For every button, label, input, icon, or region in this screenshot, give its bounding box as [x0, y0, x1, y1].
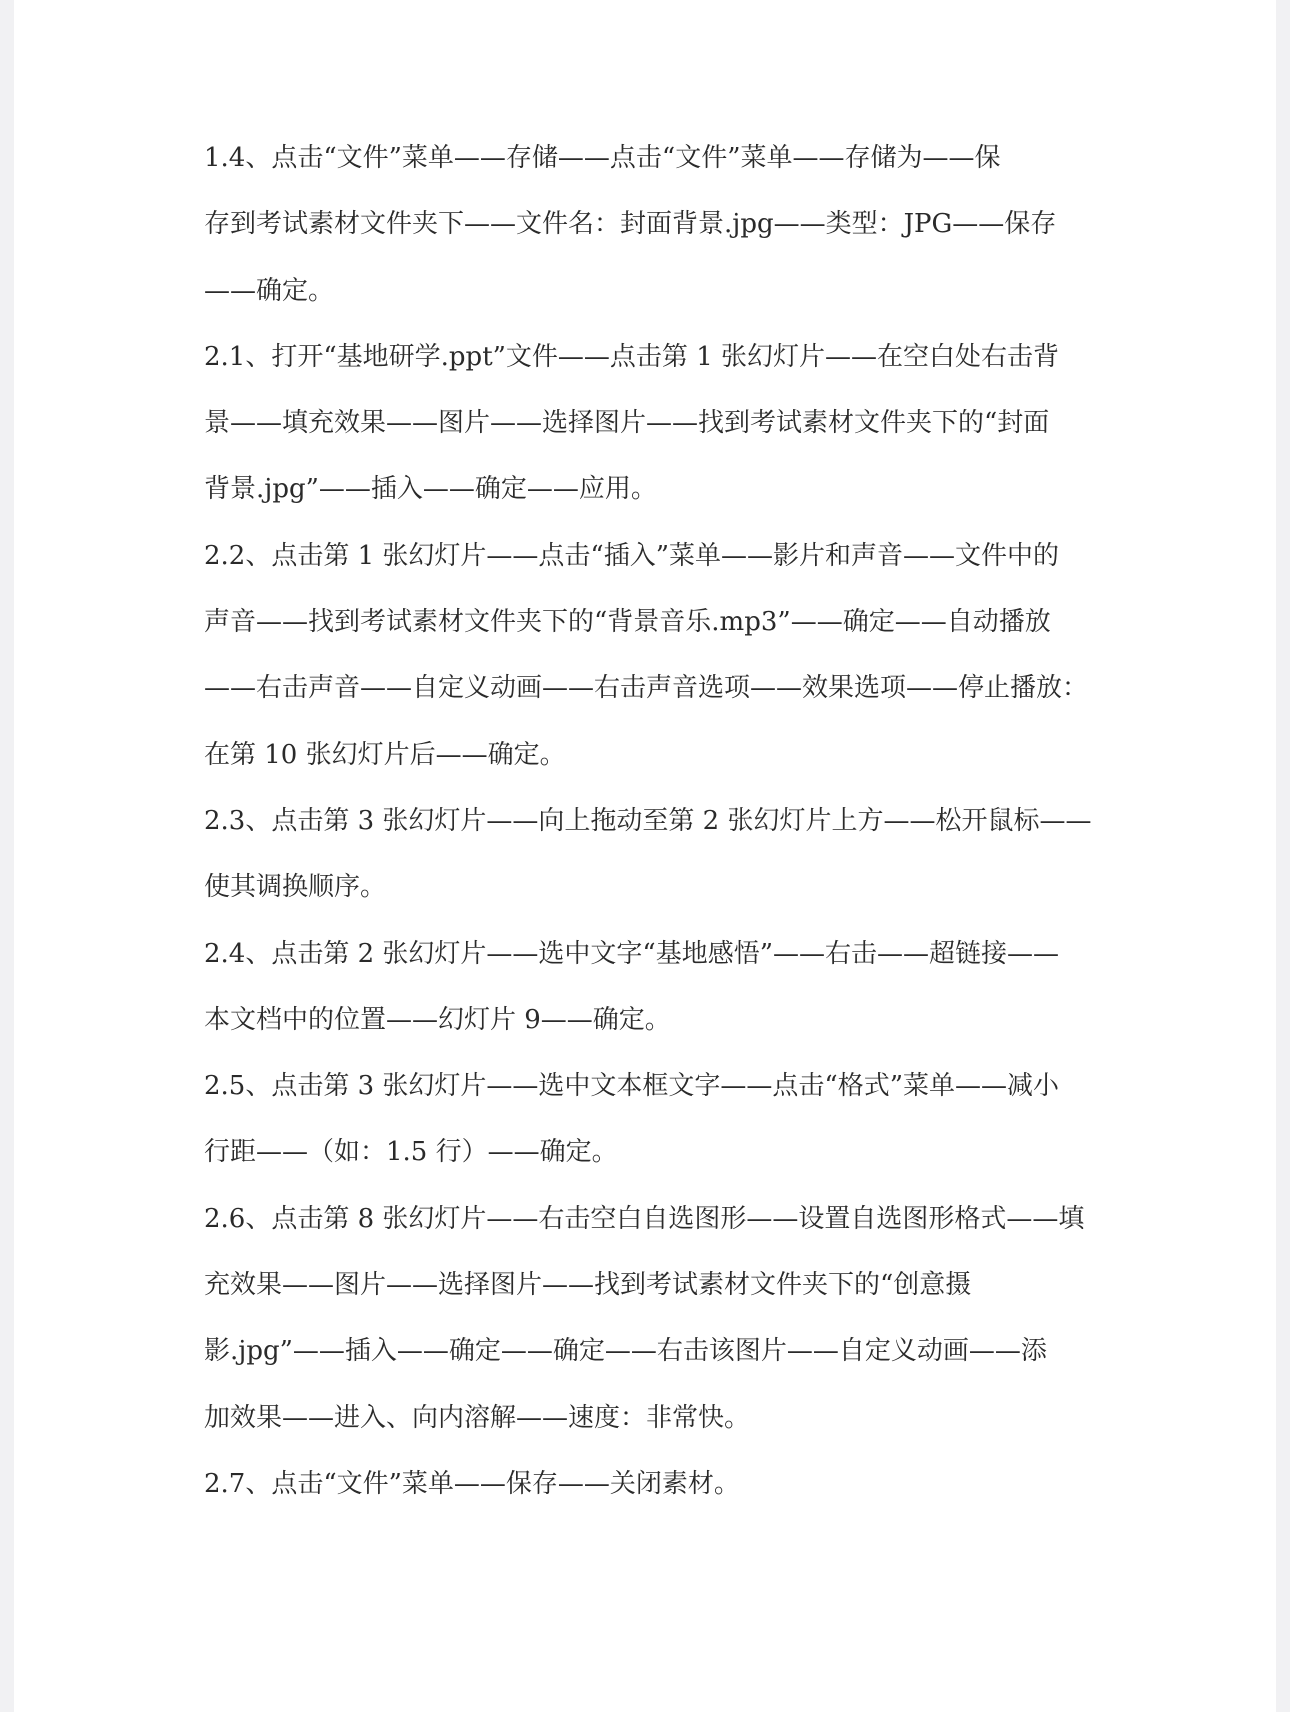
- step-2-1-line-2: 景——填充效果——图片——选择图片——找到考试素材文件夹下的“封面: [204, 408, 1050, 439]
- step-2-3-line-1: 2.3、点击第 3 张幻灯片——向上拖动至第 2 张幻灯片上方——松开鼠标——: [204, 805, 1092, 836]
- step-2-4-line-1: 2.4、点击第 2 张幻灯片——选中文字“基地感悟”——右击——超链接——: [204, 938, 1060, 969]
- step-1-4-line-3: ——确定。: [204, 275, 335, 306]
- step-2-5-line-2: 行距——（如：1.5 行）——确定。: [204, 1137, 618, 1168]
- step-2-2-line-3: ——右击声音——自定义动画——右击声音选项——效果选项——停止播放：: [204, 673, 1089, 704]
- step-2-2-line-2: 声音——找到考试素材文件夹下的“背景音乐.mp3”——确定——自动播放: [204, 607, 1051, 638]
- step-2-3-line-2: 使其调换顺序。: [204, 872, 387, 903]
- step-2-6-line-4: 加效果——进入、向内溶解——速度：非常快。: [204, 1402, 751, 1433]
- document-page: [14, 0, 1276, 1712]
- step-2-2-line-4: 在第 10 张幻灯片后——确定。: [204, 739, 566, 770]
- step-2-6-line-3: 影.jpg”——插入——确定——确定——右击该图片——自定义动画——添: [204, 1336, 1047, 1367]
- step-2-5-line-1: 2.5、点击第 3 张幻灯片——选中文本框文字——点击“格式”菜单——减小: [204, 1071, 1060, 1102]
- document-body: [204, 125, 1104, 1517]
- step-1-4-line-1: 1.4、点击“文件”菜单——存储——点击“文件”菜单——存储为——保: [204, 143, 1001, 173]
- step-2-6-line-1: 2.6、点击第 8 张幻灯片——右击空白自选图形——设置自选图形格式——填: [204, 1203, 1085, 1234]
- step-2-7-line-1: 2.7、点击“文件”菜单——保存——关闭素材。: [204, 1468, 740, 1499]
- step-2-1-line-1: 2.1、打开“基地研学.ppt”文件——点击第 1 张幻灯片——在空白处右击背: [204, 341, 1060, 372]
- step-2-4-line-2: 本文档中的位置——幻灯片 9——确定。: [204, 1004, 671, 1035]
- step-2-6-line-2: 充效果——图片——选择图片——找到考试素材文件夹下的“创意摄: [204, 1270, 972, 1301]
- step-1-4-line-2: 存到考试素材文件夹下——文件名：封面背景.jpg——类型：JPG——保存: [204, 209, 1057, 240]
- step-2-2-line-1: 2.2、点击第 1 张幻灯片——点击“插入”菜单——影片和声音——文件中的: [204, 540, 1060, 571]
- step-2-1-line-3: 背景.jpg”——插入——确定——应用。: [204, 474, 657, 505]
